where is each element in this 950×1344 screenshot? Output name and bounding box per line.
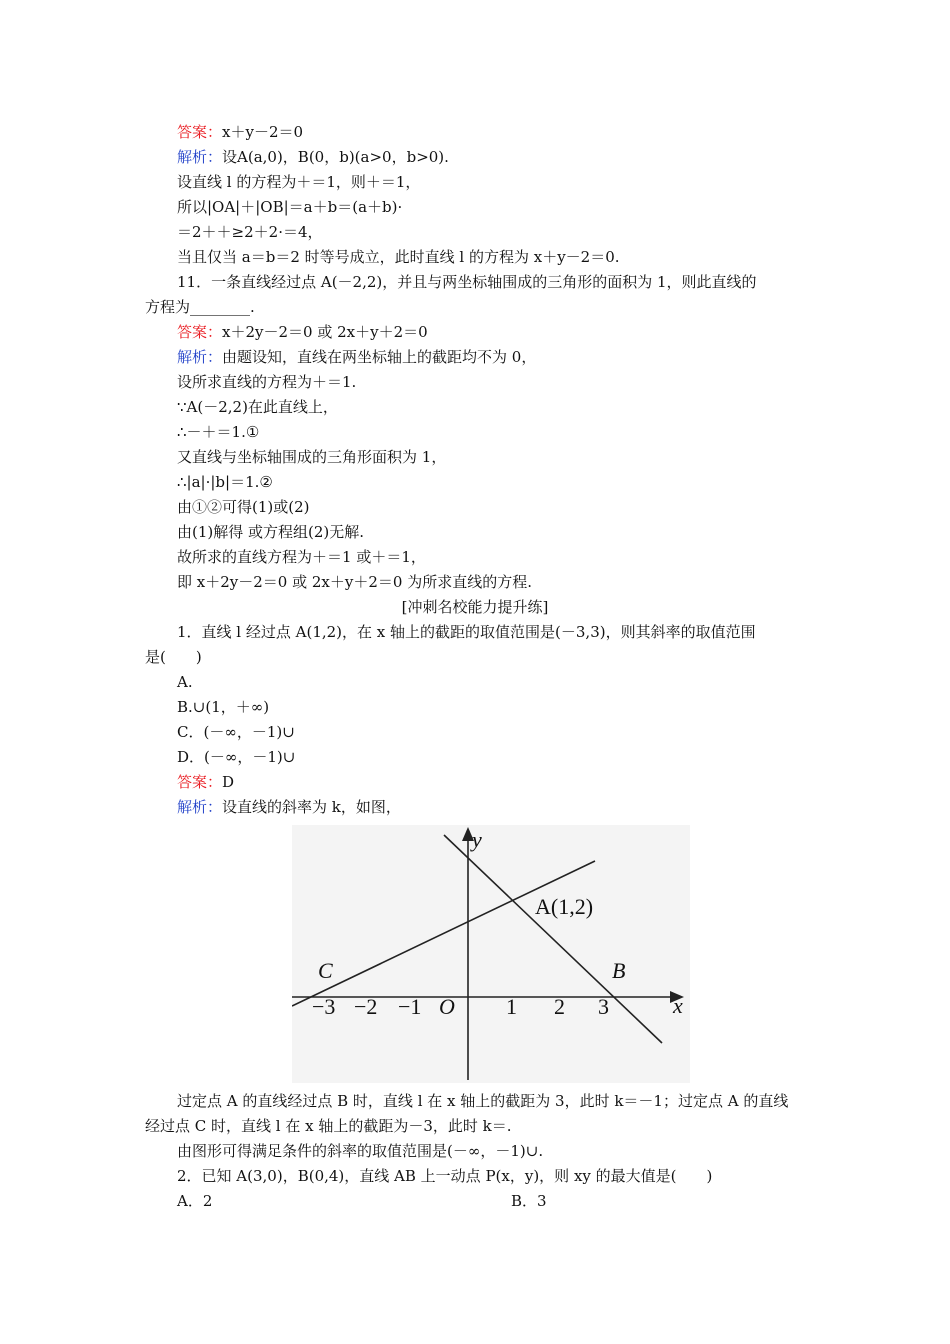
analysis-line — [177, 346, 536, 368]
analysis-label: 解析： — [177, 148, 223, 166]
option-a: A．2 — [177, 1192, 213, 1210]
text-line: 设所求直线的方程为＋＝1. — [177, 373, 357, 391]
option-b: B．3 — [511, 1192, 547, 1210]
option-d: D．(－∞，－1)∪ — [177, 748, 296, 766]
point-c-label: C — [318, 958, 333, 983]
answer-label: 答案： — [177, 773, 223, 791]
figure-svg — [292, 825, 690, 1083]
analysis-label: 解析： — [177, 348, 223, 366]
question-11-cont: 方程为________. — [145, 298, 255, 316]
option-c: C．(－∞，－1)∪ — [177, 723, 295, 741]
tick-label: 3 — [598, 994, 609, 1019]
answer-label: 答案： — [177, 123, 223, 141]
answer-label: 答案： — [177, 323, 223, 341]
analysis-label: 解析： — [177, 798, 223, 816]
analysis-line — [177, 146, 449, 168]
tick-label: 2 — [554, 994, 565, 1019]
option-b: B.∪(1，＋∞) — [177, 698, 270, 716]
text-line: 由图形可得满足条件的斜率的取值范围是(－∞，－1)∪. — [177, 1142, 544, 1160]
analysis-text: 由题设知，直线在两坐标轴上的截距均不为 0， — [222, 348, 537, 366]
text-line: 设直线 l 的方程为＋＝1，则＋＝1， — [177, 173, 421, 191]
text-line: ∴|a|·|b|＝1.② — [177, 473, 273, 491]
y-axis-label: y — [472, 827, 482, 852]
option-a: A. — [177, 673, 193, 691]
question-1-cont: 是( ) — [145, 648, 202, 666]
text-line: 又直线与坐标轴围成的三角形面积为 1， — [177, 448, 447, 466]
x-axis-label: x — [673, 993, 683, 1018]
line-through-b — [444, 835, 662, 1043]
question-11: 11．一条直线经过点 A(－2,2)，并且与两坐标轴围成的三角形的面积为 1，则此直线的 — [177, 273, 757, 291]
answer-text: x＋y－2＝0 — [222, 123, 304, 141]
text-line: 由(1)解得 或方程组(2)无解. — [177, 523, 365, 541]
analysis-line — [177, 796, 401, 818]
question-1: 1．直线 l 经过点 A(1,2)，在 x 轴上的截距的取值范围是(－3,3)，则其斜率的取值范围 — [177, 623, 756, 641]
text-line: 经过点 C 时，直线 l 在 x 轴上的截距为－3，此时 k＝. — [145, 1117, 512, 1135]
tick-label: 1 — [506, 994, 517, 1019]
text-line: ∵A(－2,2)在此直线上， — [177, 398, 338, 416]
tick-label: −2 — [354, 994, 378, 1019]
line-through-c — [292, 861, 595, 1006]
coordinate-figure — [292, 825, 690, 1083]
answer-text: D — [222, 773, 235, 791]
answer-line — [177, 121, 303, 143]
section-heading: [冲刺名校能力提升练] — [401, 598, 549, 616]
analysis-text: 设直线的斜率为 k，如图， — [222, 798, 401, 816]
point-a-label: A(1,2) — [535, 894, 594, 919]
text-line: 即 x＋2y－2＝0 或 2x＋y＋2＝0 为所求直线的方程. — [177, 573, 532, 591]
answer-text: x＋2y－2＝0 或 2x＋y＋2＝0 — [222, 323, 428, 341]
answer-line — [177, 321, 428, 343]
tick-label: −3 — [312, 994, 336, 1019]
text-line: 过定点 A 的直线经过点 B 时，直线 l 在 x 轴上的截距为 3，此时 k＝－1；过定点 A 的直线 — [177, 1092, 789, 1110]
answer-line — [177, 771, 234, 793]
text-line: 故所求的直线方程为＋＝1 或＋＝1， — [177, 548, 426, 566]
text-line: 当且仅当 a＝b＝2 时等号成立，此时直线 l 的方程为 x＋y－2＝0. — [177, 248, 620, 266]
analysis-text: 设A(a,0)，B(0，b)(a>0，b>0). — [222, 148, 449, 166]
point-b-label: B — [612, 958, 626, 983]
origin-label: O — [439, 994, 455, 1019]
question-2: 2．已知 A(3,0)，B(0,4)，直线 AB 上一动点 P(x，y)，则 xy 的最大值是( ) — [177, 1167, 713, 1185]
text-line: 由①②可得(1)或(2) — [177, 498, 310, 516]
text-line: 所以|OA|＋|OB|＝a＋b＝(a＋b)· — [177, 198, 403, 216]
text-line: ＝2＋＋≥2＋2·＝4， — [177, 223, 323, 241]
text-line: ∴－＋＝1.① — [177, 423, 260, 441]
tick-label: −1 — [398, 994, 422, 1019]
